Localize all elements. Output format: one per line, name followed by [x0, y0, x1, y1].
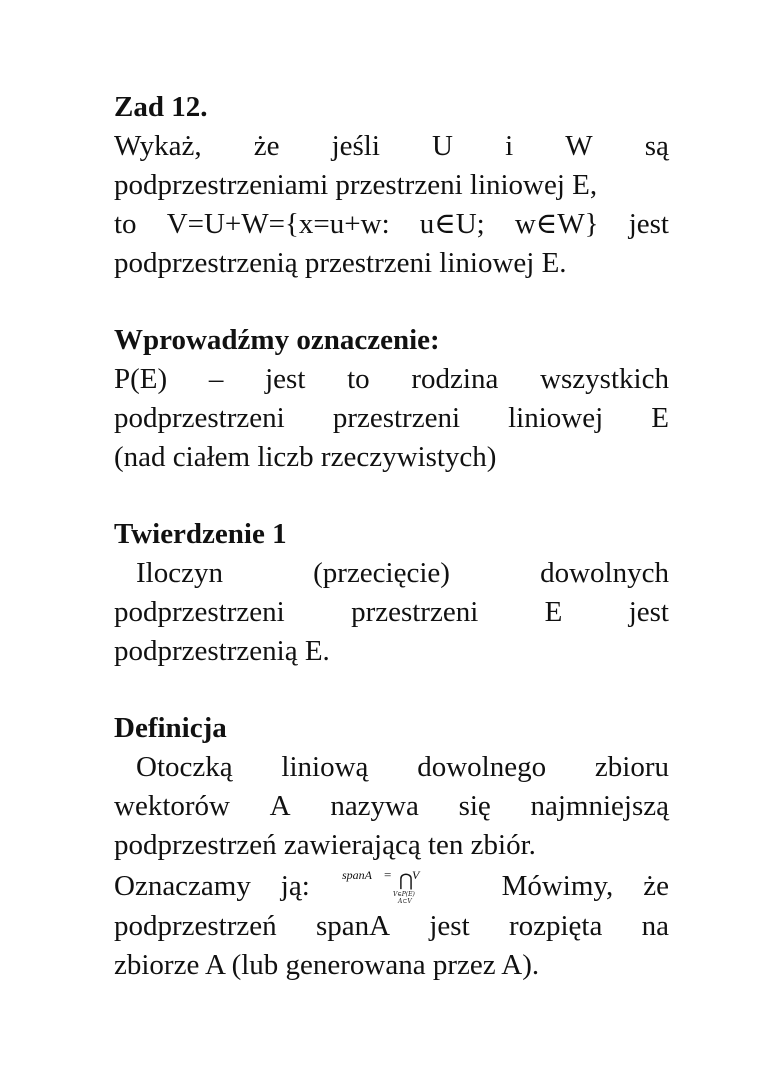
- word: że: [643, 870, 669, 902]
- word: najmniejszą: [530, 790, 669, 822]
- word: liniowej: [508, 402, 604, 434]
- notation-line-1: [114, 360, 669, 399]
- definition-line-3: podprzestrzeń zawierającą ten zbiór.: [114, 829, 536, 861]
- span-formula: [340, 865, 472, 904]
- word: w∈W}: [514, 208, 599, 240]
- word: spanA: [315, 910, 391, 942]
- word: jest: [429, 910, 470, 942]
- formula-lhs: spanA: [341, 868, 372, 882]
- word: A: [269, 790, 291, 822]
- word: wszystkich: [540, 363, 669, 395]
- exercise-line-1: [114, 127, 669, 166]
- exercise-line-3: [114, 205, 669, 244]
- spacer: [114, 671, 669, 709]
- word: u∈U;: [419, 208, 485, 240]
- word: Oznaczamy: [114, 870, 251, 902]
- word: nazywa: [330, 790, 419, 822]
- word: Wykaż,: [114, 130, 202, 162]
- word: rozpięta: [508, 910, 603, 942]
- word: P(E): [114, 363, 168, 395]
- word: dowolnych: [540, 557, 669, 589]
- word: przestrzeni: [332, 402, 461, 434]
- formula-equals: =: [383, 867, 392, 882]
- word: V=U+W={x=u+w:: [166, 208, 390, 240]
- word: E: [544, 596, 563, 628]
- definition-line-4: [114, 865, 669, 907]
- theorem-heading: Twierdzenie 1: [114, 518, 287, 550]
- word: wektorów: [114, 790, 230, 822]
- word: rodzina: [411, 363, 499, 395]
- notation-line-2: [114, 399, 669, 438]
- word: podprzestrzeni: [114, 596, 285, 628]
- word: podprzestrzeń: [114, 910, 277, 942]
- word: zbioru: [594, 751, 669, 783]
- word: Otoczką: [136, 751, 233, 783]
- definition-heading: Definicja: [114, 712, 227, 744]
- word: i: [505, 130, 514, 162]
- word: E: [651, 402, 669, 434]
- word: są: [644, 130, 669, 162]
- word: W: [565, 130, 593, 162]
- formula-intersection-operator: ⋂: [398, 871, 413, 891]
- exercise-line-2: podprzestrzeniami przestrzeni liniowej E,: [114, 169, 598, 201]
- definition-line-2: [114, 787, 669, 826]
- notation-line-3: (nad ciałem liczb rzeczywistych): [114, 441, 497, 473]
- word: jeśli: [331, 130, 380, 162]
- word: ją:: [280, 870, 310, 902]
- span-formula-graphic: [340, 865, 472, 907]
- notation-heading: Wprowadźmy oznaczenie:: [114, 324, 440, 356]
- word: że: [253, 130, 280, 162]
- exercise-heading: Zad 12.: [114, 91, 208, 123]
- word: jest: [628, 208, 669, 240]
- word: przestrzeni: [351, 596, 479, 628]
- formula-subscript-2: A⊂V: [397, 898, 412, 905]
- spacer: [114, 477, 669, 515]
- word: jest: [265, 363, 306, 395]
- definition-line-5: [114, 907, 669, 946]
- exercise-line-4: podprzestrzenią przestrzeni liniowej E.: [114, 247, 567, 279]
- word: na: [641, 910, 669, 942]
- theorem-line-2: [114, 593, 669, 632]
- word: to: [114, 208, 137, 240]
- word: Iloczyn: [136, 557, 223, 589]
- word: –: [208, 363, 224, 395]
- document-page: [114, 88, 669, 985]
- definition-line-1: [114, 748, 669, 787]
- word: się: [458, 790, 491, 822]
- spacer: [114, 283, 669, 321]
- definition-line-6: zbiorze A (lub generowana przez A).: [114, 949, 540, 981]
- theorem-line-1: [114, 554, 669, 593]
- word: dowolnego: [417, 751, 547, 783]
- word: (przecięcie): [313, 557, 450, 589]
- word: to: [347, 363, 370, 395]
- word: podprzestrzeni: [114, 402, 285, 434]
- formula-subscript-1: V∈P(E): [392, 891, 415, 898]
- word: U: [432, 130, 453, 162]
- word: liniową: [281, 751, 369, 783]
- formula-variable: V: [411, 868, 420, 882]
- word: jest: [628, 596, 669, 628]
- word: Mówimy,: [501, 870, 614, 902]
- theorem-line-3: podprzestrzenią E.: [114, 635, 330, 667]
